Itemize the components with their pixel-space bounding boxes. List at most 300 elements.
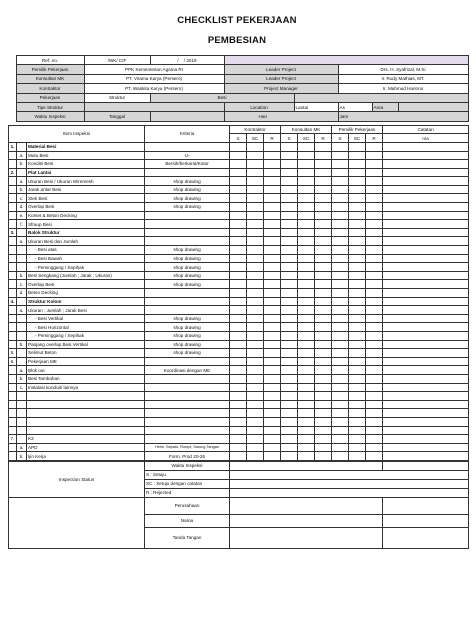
check-cell[interactable] — [332, 220, 349, 229]
check-cell[interactable] — [332, 331, 349, 340]
check-cell[interactable] — [349, 435, 366, 444]
catatan-cell[interactable] — [383, 331, 469, 340]
check-cell[interactable] — [315, 323, 332, 332]
check-cell[interactable] — [315, 417, 332, 426]
check-cell[interactable] — [366, 374, 383, 383]
check-cell[interactable] — [315, 409, 332, 418]
check-cell[interactable] — [247, 220, 264, 229]
check-cell[interactable] — [247, 323, 264, 332]
check-cell[interactable] — [281, 306, 298, 315]
check-cell[interactable] — [281, 177, 298, 186]
check-cell[interactable] — [281, 142, 298, 151]
check-cell[interactable] — [332, 366, 349, 375]
check-cell[interactable] — [230, 194, 247, 203]
check-cell[interactable] — [349, 443, 366, 452]
catatan-cell[interactable] — [383, 435, 469, 444]
check-cell[interactable] — [349, 323, 366, 332]
check-cell[interactable] — [366, 435, 383, 444]
check-cell[interactable] — [366, 331, 383, 340]
catatan-cell[interactable] — [383, 168, 469, 177]
check-cell[interactable] — [315, 151, 332, 160]
check-cell[interactable] — [349, 374, 366, 383]
area-field[interactable] — [372, 102, 398, 111]
check-cell[interactable] — [264, 160, 281, 169]
check-cell[interactable] — [247, 177, 264, 186]
catatan-cell[interactable] — [383, 271, 469, 280]
check-cell[interactable] — [247, 228, 264, 237]
check-cell[interactable] — [281, 271, 298, 280]
check-cell[interactable] — [264, 400, 281, 409]
check-cell[interactable] — [230, 443, 247, 452]
check-cell[interactable] — [366, 211, 383, 220]
check-cell[interactable] — [298, 331, 315, 340]
check-cell[interactable] — [366, 160, 383, 169]
check-cell[interactable] — [349, 254, 366, 263]
check-cell[interactable] — [230, 400, 247, 409]
catatan-cell[interactable] — [383, 254, 469, 263]
check-cell[interactable] — [315, 443, 332, 452]
check-cell[interactable] — [315, 306, 332, 315]
check-cell[interactable] — [332, 142, 349, 151]
check-cell[interactable] — [298, 426, 315, 435]
check-cell[interactable] — [247, 280, 264, 289]
check-cell[interactable] — [315, 177, 332, 186]
check-cell[interactable] — [366, 246, 383, 255]
check-cell[interactable] — [298, 374, 315, 383]
check-cell[interactable] — [349, 349, 366, 358]
check-cell[interactable] — [366, 289, 383, 298]
check-cell[interactable] — [281, 366, 298, 375]
check-cell[interactable] — [298, 185, 315, 194]
check-cell[interactable] — [315, 452, 332, 461]
check-cell[interactable] — [315, 160, 332, 169]
check-cell[interactable] — [315, 263, 332, 272]
check-cell[interactable] — [349, 246, 366, 255]
check-cell[interactable] — [264, 366, 281, 375]
check-cell[interactable] — [349, 194, 366, 203]
catatan-cell[interactable] — [383, 203, 469, 212]
check-cell[interactable] — [264, 297, 281, 306]
check-cell[interactable] — [332, 254, 349, 263]
check-cell[interactable] — [230, 177, 247, 186]
check-cell[interactable] — [366, 142, 383, 151]
catatan-cell[interactable] — [383, 323, 469, 332]
check-cell[interactable] — [366, 340, 383, 349]
check-cell[interactable] — [349, 452, 366, 461]
check-cell[interactable] — [366, 220, 383, 229]
catatan-cell[interactable] — [383, 228, 469, 237]
check-cell[interactable] — [281, 289, 298, 298]
check-cell[interactable] — [264, 228, 281, 237]
check-cell[interactable] — [349, 331, 366, 340]
tanda-tangan-field[interactable] — [230, 527, 383, 548]
check-cell[interactable] — [332, 151, 349, 160]
check-cell[interactable] — [230, 280, 247, 289]
catatan-cell[interactable] — [383, 392, 469, 401]
check-cell[interactable] — [349, 220, 366, 229]
check-cell[interactable] — [366, 280, 383, 289]
check-cell[interactable] — [230, 160, 247, 169]
check-cell[interactable] — [264, 194, 281, 203]
catatan-cell[interactable] — [383, 383, 469, 392]
check-cell[interactable] — [332, 383, 349, 392]
check-cell[interactable] — [298, 383, 315, 392]
check-cell[interactable] — [247, 435, 264, 444]
check-cell[interactable] — [230, 220, 247, 229]
catatan-cell[interactable] — [383, 280, 469, 289]
check-cell[interactable] — [247, 142, 264, 151]
check-cell[interactable] — [247, 185, 264, 194]
catatan-cell[interactable] — [383, 357, 469, 366]
check-cell[interactable] — [264, 220, 281, 229]
check-cell[interactable] — [332, 323, 349, 332]
check-cell[interactable] — [298, 203, 315, 212]
check-cell[interactable] — [332, 314, 349, 323]
check-cell[interactable] — [247, 417, 264, 426]
check-cell[interactable] — [264, 452, 281, 461]
check-cell[interactable] — [332, 237, 349, 246]
check-cell[interactable] — [264, 151, 281, 160]
check-cell[interactable] — [247, 237, 264, 246]
check-cell[interactable] — [247, 340, 264, 349]
check-cell[interactable] — [281, 228, 298, 237]
check-cell[interactable] — [366, 409, 383, 418]
check-cell[interactable] — [366, 237, 383, 246]
check-cell[interactable] — [264, 203, 281, 212]
check-cell[interactable] — [247, 400, 264, 409]
check-cell[interactable] — [332, 452, 349, 461]
check-cell[interactable] — [298, 314, 315, 323]
check-cell[interactable] — [281, 237, 298, 246]
check-cell[interactable] — [315, 237, 332, 246]
catatan-cell[interactable] — [383, 263, 469, 272]
check-cell[interactable] — [366, 417, 383, 426]
check-cell[interactable] — [281, 246, 298, 255]
check-cell[interactable] — [298, 160, 315, 169]
check-cell[interactable] — [349, 203, 366, 212]
check-cell[interactable] — [230, 168, 247, 177]
check-cell[interactable] — [230, 340, 247, 349]
check-cell[interactable] — [298, 340, 315, 349]
check-cell[interactable] — [332, 177, 349, 186]
tipe-value[interactable] — [84, 102, 224, 111]
check-cell[interactable] — [298, 254, 315, 263]
check-cell[interactable] — [315, 374, 332, 383]
ref-blank-cell[interactable] — [224, 56, 468, 65]
catatan-cell[interactable] — [383, 374, 469, 383]
check-cell[interactable] — [366, 400, 383, 409]
check-cell[interactable] — [332, 435, 349, 444]
lantai-field[interactable] — [294, 102, 338, 111]
check-cell[interactable] — [366, 443, 383, 452]
check-cell[interactable] — [281, 452, 298, 461]
check-cell[interactable] — [349, 314, 366, 323]
check-cell[interactable] — [332, 263, 349, 272]
catatan-cell[interactable] — [383, 177, 469, 186]
check-cell[interactable] — [332, 160, 349, 169]
check-cell[interactable] — [349, 168, 366, 177]
check-cell[interactable] — [281, 297, 298, 306]
check-cell[interactable] — [332, 392, 349, 401]
check-cell[interactable] — [281, 185, 298, 194]
check-cell[interactable] — [349, 228, 366, 237]
check-cell[interactable] — [366, 254, 383, 263]
catatan-cell[interactable] — [383, 211, 469, 220]
check-cell[interactable] — [298, 151, 315, 160]
check-cell[interactable] — [281, 263, 298, 272]
check-cell[interactable] — [230, 323, 247, 332]
check-cell[interactable] — [298, 443, 315, 452]
check-cell[interactable] — [298, 194, 315, 203]
check-cell[interactable] — [230, 263, 247, 272]
check-cell[interactable] — [298, 409, 315, 418]
check-cell[interactable] — [281, 349, 298, 358]
check-cell[interactable] — [264, 306, 281, 315]
catatan-cell[interactable] — [383, 443, 469, 452]
check-cell[interactable] — [281, 435, 298, 444]
check-cell[interactable] — [264, 254, 281, 263]
jam-field[interactable] — [338, 112, 468, 121]
catatan-cell[interactable] — [383, 185, 469, 194]
check-cell[interactable] — [230, 392, 247, 401]
check-cell[interactable] — [298, 168, 315, 177]
check-cell[interactable] — [247, 211, 264, 220]
check-cell[interactable] — [315, 168, 332, 177]
check-cell[interactable] — [230, 349, 247, 358]
check-cell[interactable] — [298, 142, 315, 151]
check-cell[interactable] — [332, 203, 349, 212]
catatan-cell[interactable] — [383, 289, 469, 298]
check-cell[interactable] — [366, 297, 383, 306]
check-cell[interactable] — [349, 400, 366, 409]
check-cell[interactable] — [315, 400, 332, 409]
check-cell[interactable] — [247, 254, 264, 263]
check-cell[interactable] — [230, 297, 247, 306]
catatan-cell[interactable] — [383, 160, 469, 169]
check-cell[interactable] — [281, 409, 298, 418]
check-cell[interactable] — [332, 194, 349, 203]
check-cell[interactable] — [247, 306, 264, 315]
check-cell[interactable] — [315, 357, 332, 366]
catatan-cell[interactable] — [383, 306, 469, 315]
check-cell[interactable] — [247, 160, 264, 169]
check-cell[interactable] — [264, 426, 281, 435]
check-cell[interactable] — [247, 263, 264, 272]
check-cell[interactable] — [298, 289, 315, 298]
check-cell[interactable] — [298, 323, 315, 332]
check-cell[interactable] — [264, 289, 281, 298]
check-cell[interactable] — [247, 443, 264, 452]
check-cell[interactable] — [247, 151, 264, 160]
check-cell[interactable] — [247, 357, 264, 366]
check-cell[interactable] — [366, 323, 383, 332]
check-cell[interactable] — [349, 151, 366, 160]
check-cell[interactable] — [298, 306, 315, 315]
check-cell[interactable] — [366, 314, 383, 323]
check-cell[interactable] — [247, 246, 264, 255]
check-cell[interactable] — [230, 203, 247, 212]
check-cell[interactable] — [366, 177, 383, 186]
check-cell[interactable] — [281, 331, 298, 340]
check-cell[interactable] — [366, 383, 383, 392]
check-cell[interactable] — [281, 194, 298, 203]
check-cell[interactable] — [349, 340, 366, 349]
check-cell[interactable] — [264, 409, 281, 418]
check-cell[interactable] — [315, 246, 332, 255]
check-cell[interactable] — [264, 185, 281, 194]
check-cell[interactable] — [281, 374, 298, 383]
check-cell[interactable] — [349, 357, 366, 366]
check-cell[interactable] — [247, 383, 264, 392]
check-cell[interactable] — [315, 228, 332, 237]
check-cell[interactable] — [349, 185, 366, 194]
check-cell[interactable] — [230, 366, 247, 375]
check-cell[interactable] — [247, 366, 264, 375]
as-field[interactable] — [338, 102, 372, 111]
check-cell[interactable] — [281, 168, 298, 177]
check-cell[interactable] — [281, 340, 298, 349]
check-cell[interactable] — [264, 435, 281, 444]
check-cell[interactable] — [332, 426, 349, 435]
check-cell[interactable] — [366, 228, 383, 237]
check-cell[interactable] — [332, 297, 349, 306]
check-cell[interactable] — [332, 289, 349, 298]
check-cell[interactable] — [264, 263, 281, 272]
check-cell[interactable] — [298, 211, 315, 220]
check-cell[interactable] — [281, 392, 298, 401]
check-cell[interactable] — [264, 246, 281, 255]
check-cell[interactable] — [315, 435, 332, 444]
check-cell[interactable] — [281, 160, 298, 169]
check-cell[interactable] — [349, 211, 366, 220]
check-cell[interactable] — [264, 383, 281, 392]
check-cell[interactable] — [366, 194, 383, 203]
check-cell[interactable] — [315, 271, 332, 280]
check-cell[interactable] — [247, 452, 264, 461]
check-cell[interactable] — [366, 306, 383, 315]
check-cell[interactable] — [349, 366, 366, 375]
check-cell[interactable] — [298, 392, 315, 401]
check-cell[interactable] — [349, 306, 366, 315]
check-cell[interactable] — [332, 306, 349, 315]
check-cell[interactable] — [366, 185, 383, 194]
check-cell[interactable] — [332, 443, 349, 452]
check-cell[interactable] — [298, 220, 315, 229]
check-cell[interactable] — [230, 383, 247, 392]
check-cell[interactable] — [349, 237, 366, 246]
check-cell[interactable] — [332, 246, 349, 255]
check-cell[interactable] — [281, 151, 298, 160]
hari-field[interactable] — [224, 112, 338, 121]
check-cell[interactable] — [366, 168, 383, 177]
catatan-cell[interactable] — [383, 409, 469, 418]
check-cell[interactable] — [298, 228, 315, 237]
check-cell[interactable] — [298, 263, 315, 272]
waktu-inspeksi-field[interactable] — [230, 461, 383, 470]
check-cell[interactable] — [230, 151, 247, 160]
check-cell[interactable] — [349, 160, 366, 169]
check-cell[interactable] — [281, 426, 298, 435]
check-cell[interactable] — [366, 426, 383, 435]
check-cell[interactable] — [332, 400, 349, 409]
check-cell[interactable] — [332, 340, 349, 349]
check-cell[interactable] — [264, 392, 281, 401]
check-cell[interactable] — [281, 220, 298, 229]
check-cell[interactable] — [264, 349, 281, 358]
check-cell[interactable] — [230, 409, 247, 418]
check-cell[interactable] — [366, 203, 383, 212]
perusahaan-field[interactable] — [230, 497, 383, 514]
catatan-cell[interactable] — [383, 314, 469, 323]
check-cell[interactable] — [298, 271, 315, 280]
check-cell[interactable] — [349, 426, 366, 435]
check-cell[interactable] — [315, 331, 332, 340]
check-cell[interactable] — [264, 280, 281, 289]
check-cell[interactable] — [315, 392, 332, 401]
check-cell[interactable] — [332, 417, 349, 426]
check-cell[interactable] — [298, 400, 315, 409]
check-cell[interactable] — [349, 417, 366, 426]
check-cell[interactable] — [230, 237, 247, 246]
check-cell[interactable] — [298, 452, 315, 461]
check-cell[interactable] — [230, 228, 247, 237]
check-cell[interactable] — [315, 297, 332, 306]
check-cell[interactable] — [315, 142, 332, 151]
catatan-cell[interactable] — [383, 151, 469, 160]
check-cell[interactable] — [247, 331, 264, 340]
check-cell[interactable] — [332, 168, 349, 177]
check-cell[interactable] — [230, 374, 247, 383]
check-cell[interactable] — [281, 417, 298, 426]
check-cell[interactable] — [366, 357, 383, 366]
check-cell[interactable] — [298, 297, 315, 306]
check-cell[interactable] — [366, 151, 383, 160]
check-cell[interactable] — [230, 426, 247, 435]
check-cell[interactable] — [315, 203, 332, 212]
check-cell[interactable] — [247, 168, 264, 177]
check-cell[interactable] — [298, 349, 315, 358]
check-cell[interactable] — [298, 366, 315, 375]
check-cell[interactable] — [264, 417, 281, 426]
check-cell[interactable] — [281, 400, 298, 409]
check-cell[interactable] — [298, 246, 315, 255]
check-cell[interactable] — [315, 340, 332, 349]
check-cell[interactable] — [349, 271, 366, 280]
check-cell[interactable] — [230, 142, 247, 151]
check-cell[interactable] — [281, 211, 298, 220]
check-cell[interactable] — [230, 357, 247, 366]
check-cell[interactable] — [315, 366, 332, 375]
check-cell[interactable] — [332, 374, 349, 383]
check-cell[interactable] — [298, 280, 315, 289]
check-cell[interactable] — [315, 280, 332, 289]
check-cell[interactable] — [281, 203, 298, 212]
check-cell[interactable] — [230, 417, 247, 426]
ref-value[interactable]: /WK/ CIF — [84, 56, 150, 65]
check-cell[interactable] — [230, 306, 247, 315]
check-cell[interactable] — [230, 271, 247, 280]
check-cell[interactable] — [230, 211, 247, 220]
check-cell[interactable] — [349, 263, 366, 272]
check-cell[interactable] — [349, 297, 366, 306]
check-cell[interactable] — [349, 280, 366, 289]
check-cell[interactable] — [315, 194, 332, 203]
catatan-cell[interactable] — [383, 452, 469, 461]
check-cell[interactable] — [264, 374, 281, 383]
check-cell[interactable] — [349, 383, 366, 392]
check-cell[interactable] — [315, 314, 332, 323]
check-cell[interactable] — [332, 211, 349, 220]
